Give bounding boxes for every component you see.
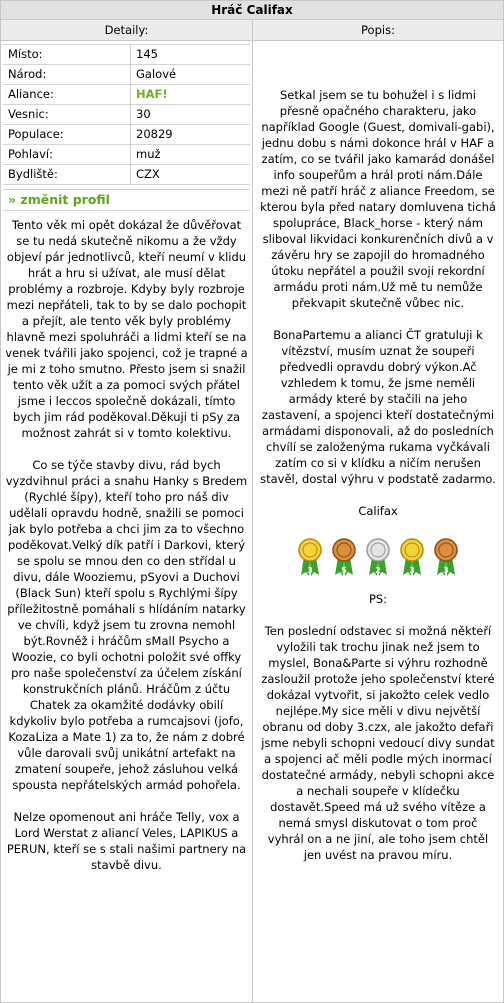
stat-row-rank — [3, 44, 250, 65]
stat-label: Pohlaví: — [3, 145, 131, 164]
stat-label: Bydliště: — [3, 165, 131, 184]
stat-value: 30 — [136, 107, 151, 121]
alliance-link[interactable]: HAF! — [136, 87, 168, 101]
change-profile-link[interactable]: » změnit profil — [3, 189, 250, 211]
stat-value: CZX — [136, 167, 160, 181]
description-header: Popis: — [253, 20, 503, 41]
stat-value: Galové — [136, 67, 177, 81]
medal-icon[interactable] — [365, 537, 391, 577]
signature: Califax — [358, 504, 398, 518]
ps-text: Ten poslední odstavec si možná někteří vyložili tak trochu jinak než jsem to myslel, Bona&Parte si výhru rozhodně zasloužil protože jeho společenství které dokázal vytvořit, si jakožto celek vedlo nejlépe.My sice měli v divu největší obranu od doby 3.czx, ale jakožto defaři jsme nebyli schopni vedoucí divy sundat a spojenci ač měli podle mých inormací dostatečné armády, nebyli schopni akce a nechali soupeře v klídečku dostavět.Speed má už svého vítěze a nemá smysl diskutovat o tom proč vyhrál on a ne jiní, ale toho jsem chtěl jen uvést na pravou míru. — [261, 624, 495, 862]
medal-icon[interactable] — [433, 537, 459, 577]
stat-row-nation — [3, 65, 250, 85]
stat-row-population — [3, 125, 250, 145]
stat-label: Národ: — [3, 65, 131, 84]
stat-label: Místo: — [3, 45, 131, 64]
paragraph: BonaPartemu a alianci ČT gratuluji k vítězství, musím uznat že soupeři předvedli opravdu dobrý výkon.Ač vzhledem k tomu, že jsme neměli armády které by stačili na jeho zastavení, a spojenci kteří dostatečnými armádami disponovali, až do posledních chvílí se založenýma rukama vyčkávali zatím co si v klídku a ničím nerušen stavěl, dostal výhru v podstatě zadarmo. — [260, 328, 496, 486]
page-title: Hráč Califax — [1, 1, 503, 20]
stat-label: Vesnic: — [3, 105, 131, 124]
stat-value: 145 — [136, 47, 158, 61]
paragraph: Nelze opomenout ani hráče Telly, vox a Lord Werstat z aliancí Veles, LAPIKUS a PERUN, kteří se s stali našimi partnery na stavbě divu. — [6, 810, 247, 872]
ps-label: PS: — [368, 592, 388, 606]
stat-row-gender — [3, 145, 250, 165]
svg-text:5: 5 — [341, 566, 347, 575]
medal-icon[interactable] — [297, 537, 323, 577]
left-description — [5, 217, 248, 873]
paragraph: Tento věk mi opět dokázal že důvěřovat se tu nedá skutečně nikomu a že vždy objeví pár jednotlivců, kteří neumí v klidu hrát a hru si užívat, ale musí dělat problémy a rozbroje. Kdyby byly rozbroje mezi nepřáteli, tak to by se dalo pochopit a přejít, ale tento věk byly problémy hlavně mezi spoluhráči a lidmi kteří se na venek tvářili jako spojenci, což je trapné a je mi z toho smutno. Přesto jsem si snažil tento věk užít a za pomoci svých přátel jsme i leccos společně dokázali, tímto bych jim rád poděkoval.Děkuji ti pSy za možnost zahrát si v tomto kolektivu. — [5, 218, 248, 440]
paragraph: Co se týče stavby divu, rád bych vyzdvihnul práci a snahu Hanky s Bredem (Rychlé šípy), kteří toho pro náš div udělali opravdu hodně, snažili se pomoci jak bylo potřeba a chci jim za to všechno poděkovat.Velký dík patří i Darkovi, který se spolu se mnou den co den střídal u divu, dále Wooziemu, pSyovi a Duchovi (Black Sun) kteří spolu s Rychlými šípy příležitostně pomáhali s hlídáním natarky ve chvíli, když jsem tu zrovna nemohl být.Rovněž i hráčům sMall Psycho a Woozie, co byli ochotni položit své offky pro naše společenství za účelem získání konstrukčních plánů. Hráčům z účtu Chatek za okamžité dodávky obilí kdykoliv bylo potřeba a rumcajsovi (jofo, KozaLiza a Mate 1) za to, že nám z dobré vůle darovali svůj unikátní artefakt na zmatení soupeře, jehož zásluhou velká spousta nepřátelských armád pohořela. — [5, 458, 248, 792]
svg-text:3: 3 — [443, 566, 449, 575]
stat-row-residence — [3, 165, 250, 185]
stat-label: Populace: — [3, 125, 131, 144]
stats-table — [1, 44, 252, 185]
svg-text:2: 2 — [375, 566, 381, 575]
svg-text:3: 3 — [307, 566, 313, 575]
stat-value: muž — [136, 147, 161, 161]
stat-value: 20829 — [136, 127, 173, 141]
right-description — [259, 87, 497, 863]
description-column — [253, 20, 503, 1002]
svg-text:3: 3 — [409, 566, 415, 575]
medal-icon[interactable] — [331, 537, 357, 577]
stat-row-villages — [3, 105, 250, 125]
paragraph: Setkal jsem se tu bohužel i s lidmi přesně opačného charakteru, jako například Google (Guest, domivali-gabi), jednu dobu s námi dokonce hrál v HAF a zatím, co se tvářil jako kamarád donášel info soupeřům a hrál proti nám.Dále mezi ně patří hráč z aliance Freedom, se kterou byla před natary domluvena tichá spolupráce, Black_horse - který nám sliboval likvidaci konkurenčních divů a v závěru hry se zapojil do hromadného útoku nepřátel a použil svoji rekordní armádu proti nám.Už mě tu nemůže překvapit skutečně vůbec nic. — [260, 88, 496, 310]
details-header: Detaily: — [1, 20, 252, 41]
stat-row-alliance — [3, 85, 250, 105]
medal-icon[interactable] — [399, 537, 425, 577]
details-column — [1, 20, 253, 1002]
stat-label: Aliance: — [3, 85, 131, 104]
medals-row — [259, 537, 497, 577]
